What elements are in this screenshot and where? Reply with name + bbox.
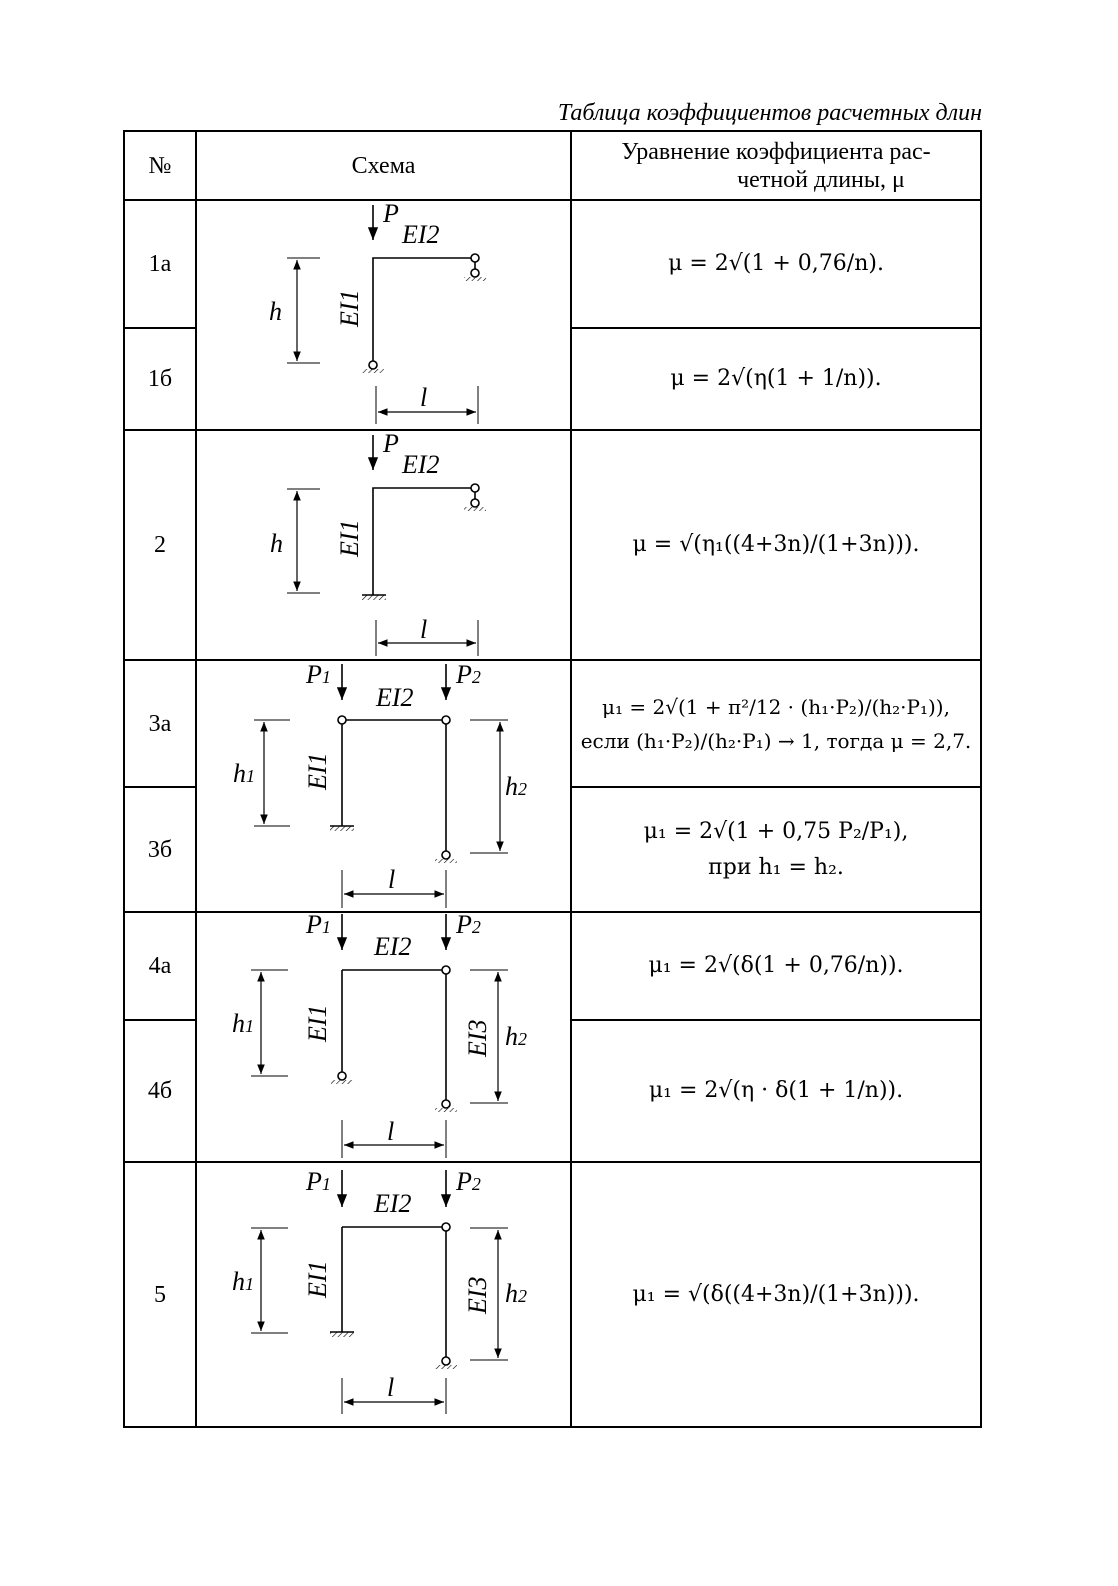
header-num-text: № [148,152,172,179]
label-EI2: EI2 [376,683,414,712]
label-P1: P1 [306,910,331,939]
formula-text: μ = 2√(η(1 + 1/n)). [670,366,882,391]
label-P2: P2 [456,910,481,939]
label-P: P [383,199,399,228]
row-num-text: 1б [147,366,173,392]
label-h2: h2 [505,1022,527,1051]
label-h1: h1 [233,759,255,788]
formula-text-2: если (h₁·P₂)/(h₂·P₁) → 1, тогда μ = 2,7. [580,728,972,753]
label-h2: h2 [505,1279,527,1308]
label-l: l [420,383,428,412]
label-P: P [383,429,399,458]
label-EI2: EI2 [402,220,440,249]
label-EI2: EI2 [402,450,440,479]
formula-text: μ₁ = 2√(1 + 0,75 P₂/P₁), [643,818,909,844]
formula-text: μ = 2√(1 + 0,76/n). [668,251,884,276]
label-EI3: EI3 [463,1276,492,1314]
label-EI1: EI1 [303,1260,332,1298]
label-h: h [270,529,283,558]
label-EI1: EI1 [303,1004,332,1042]
label-P1: P1 [306,660,331,689]
label-l: l [388,865,396,894]
label-l: l [387,1117,395,1146]
scheme-2 [287,435,486,656]
row-num-text: 3б [147,836,173,863]
label-EI1: EI1 [303,752,332,790]
label-P2: P2 [456,660,481,689]
formula-text: μ₁ = √(δ((4+3n)/(1+3n))). [632,1281,920,1307]
row-num-text: 1а [148,251,172,277]
label-EI2: EI2 [374,932,412,961]
scheme-1 [287,205,486,424]
label-EI1: EI1 [335,519,364,557]
row-num-text: 2 [154,532,166,558]
label-EI2: EI2 [374,1189,412,1218]
label-P1: P1 [306,1167,331,1196]
label-h1: h1 [232,1009,254,1038]
formula-text: μ = √(η₁((4+3n)/(1+3n))). [632,532,920,557]
label-h: h [269,297,282,326]
formula-text: μ₁ = 2√(η · δ(1 + 1/n)). [648,1078,904,1103]
row-num-text: 4б [147,1078,173,1104]
header-equation-line1: Уравнение коэффициента рас- [621,138,931,165]
label-P2: P2 [456,1167,481,1196]
header-scheme-text: Схема [351,152,416,179]
formula-text: μ₁ = 2√(1 + π²/12 · (h₁·P₂)/(h₂·P₁)), [602,694,950,719]
label-l: l [420,615,428,644]
table-caption: Таблица коэффициентов расчетных длин [557,100,982,126]
header-equation-line2: четной длины, μ [737,166,905,193]
label-EI1: EI1 [335,289,364,327]
row-num-text: 4а [148,953,172,979]
label-h2: h2 [505,772,527,801]
label-EI3: EI3 [463,1019,492,1057]
row-num-text: 3а [148,710,172,737]
row-num-text: 5 [154,1281,166,1308]
label-h1: h1 [232,1267,254,1296]
label-l: l [387,1373,395,1402]
formula-text-2: при h₁ = h₂. [708,854,844,880]
formula-text: μ₁ = 2√(δ(1 + 0,76/n)). [648,953,904,978]
